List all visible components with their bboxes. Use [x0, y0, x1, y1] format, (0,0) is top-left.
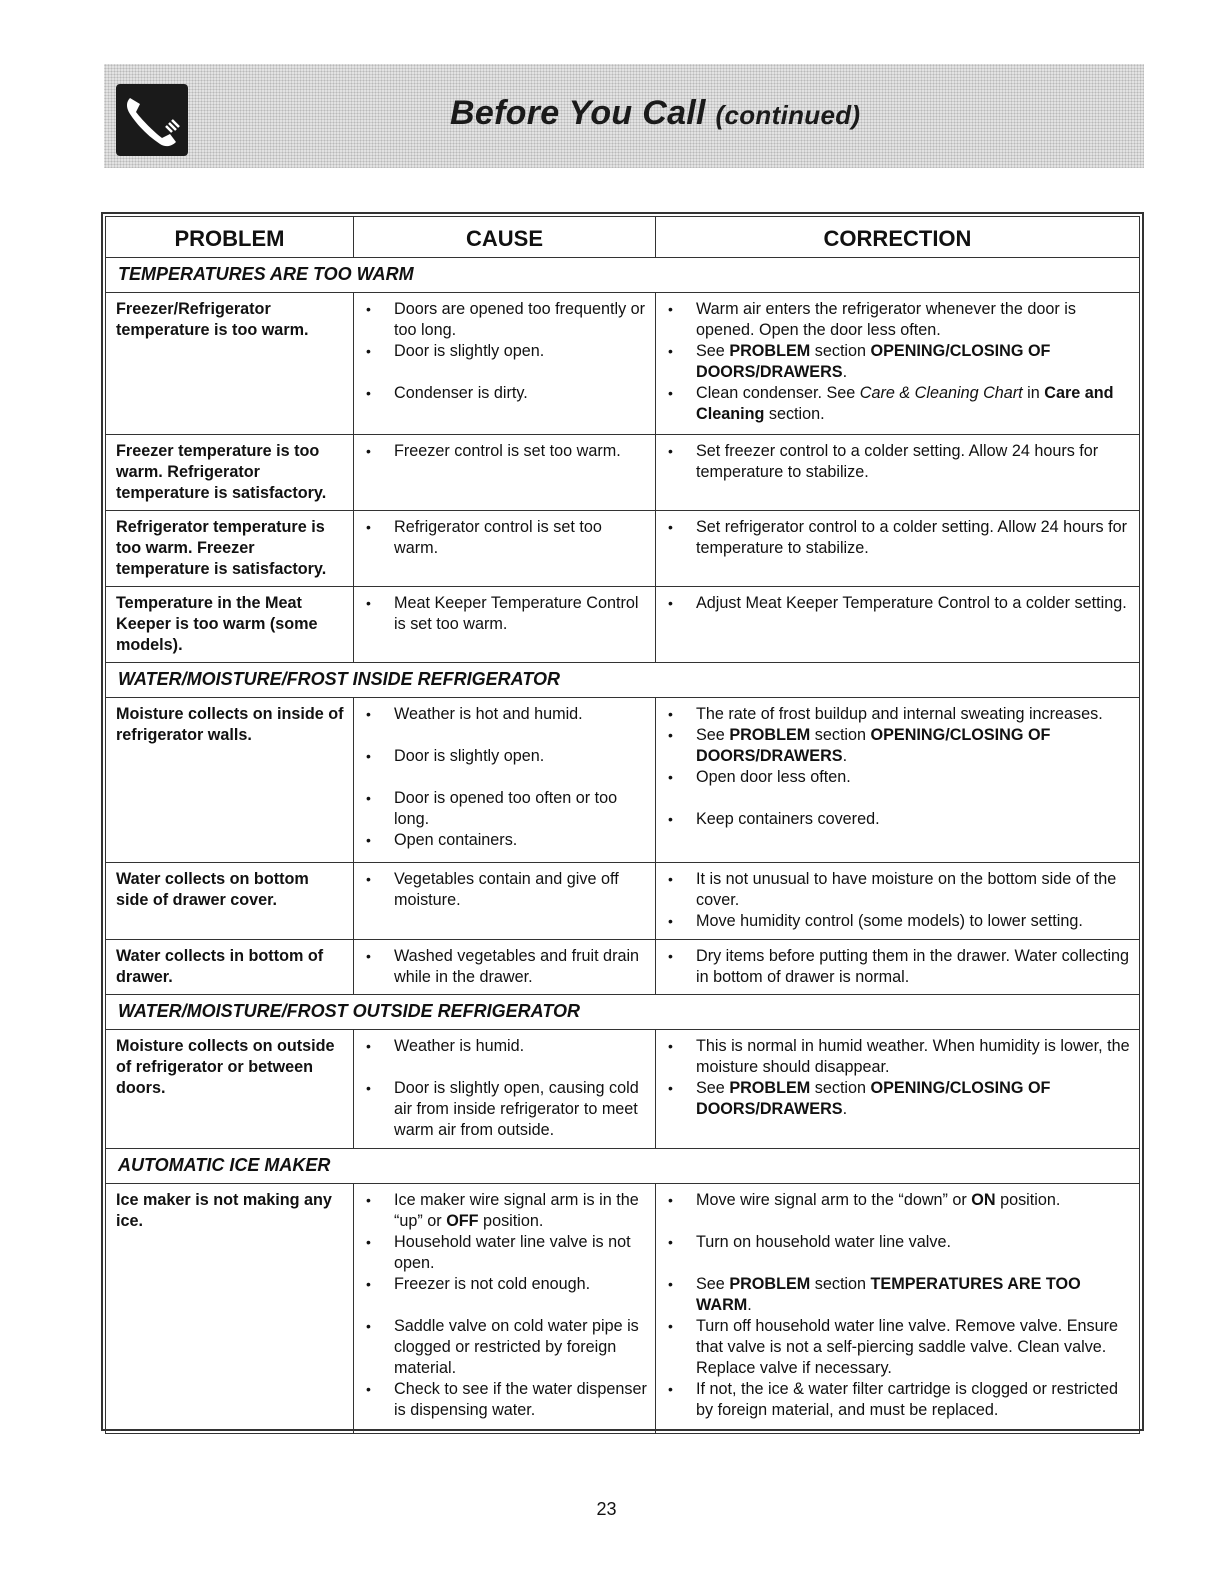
problem-cell: Moisture collects on inside of refrigerator walls. — [106, 698, 354, 863]
correction-cell — [656, 940, 1140, 995]
table-row — [106, 940, 1140, 995]
correction-item: • Move wire signal arm to the “down” or ON position. — [660, 1190, 1131, 1211]
telephone-icon — [116, 84, 188, 156]
problem-cell: Water collects in bottom of drawer. — [106, 940, 354, 995]
cause-cell — [354, 863, 656, 940]
correction-item: • See PROBLEM section TEMPERATURES ARE TOO WARM. — [660, 1274, 1131, 1316]
correction-item: • Keep containers covered. — [660, 809, 1131, 830]
cause-cell — [354, 698, 656, 863]
cause-item: • Household water line valve is not open. — [358, 1232, 647, 1274]
correction-item: • Set refrigerator control to a colder setting. Allow 24 hours for temperature to stabilize. — [660, 517, 1131, 559]
correction-item: • Turn on household water line valve. — [660, 1232, 1131, 1253]
cause-item: • Weather is humid. — [358, 1036, 647, 1057]
cause-item: • Freezer is not cold enough. — [358, 1274, 647, 1295]
correction-item: • If not, the ice & water filter cartridge is clogged or restricted by foreign material, and must be replaced. — [660, 1379, 1131, 1421]
correction-item: • Clean condenser. See Care & Cleaning Chart in Care and Cleaning section. — [660, 383, 1131, 425]
correction-cell — [656, 863, 1140, 940]
cause-item: • Meat Keeper Temperature Control is set too warm. — [358, 593, 647, 635]
cause-item: • Door is slightly open, causing cold air from inside refrigerator to meet warm air from outside. — [358, 1078, 647, 1141]
cause-item: • Open containers. — [358, 830, 647, 851]
cause-item: • Door is slightly open. — [358, 341, 647, 362]
cause-item: • Ice maker wire signal arm is in the “up” or OFF position. — [358, 1190, 647, 1232]
cause-item: • Condenser is dirty. — [358, 383, 647, 404]
cause-item: • Doors are opened too frequently or too long. — [358, 299, 647, 341]
cause-cell — [354, 1030, 656, 1149]
correction-item: • See PROBLEM section OPENING/CLOSING OF DOORS/DRAWERS. — [660, 725, 1131, 767]
table-row — [106, 293, 1140, 435]
cause-item: • Door is opened too often or too long. — [358, 788, 647, 830]
problem-cell: Moisture collects on outside of refrigerator or between doors. — [106, 1030, 354, 1149]
cause-item: • Saddle valve on cold water pipe is clogged or restricted by foreign material. — [358, 1316, 647, 1379]
cause-cell — [354, 293, 656, 435]
section-heading: AUTOMATIC ICE MAKER — [106, 1149, 1140, 1184]
page-title — [450, 94, 860, 133]
problem-cell: Freezer temperature is too warm. Refrigerator temperature is satisfactory. — [106, 435, 354, 511]
problem-cell: Water collects on bottom side of drawer cover. — [106, 863, 354, 940]
table-row — [106, 435, 1140, 511]
correction-item: • This is normal in humid weather. When humidity is lower, the moisture should disappear. — [660, 1036, 1131, 1078]
section-heading: WATER/MOISTURE/FROST OUTSIDE REFRIGERATOR — [106, 995, 1140, 1030]
correction-item: • See PROBLEM section OPENING/CLOSING OF DOORS/DRAWERS. — [660, 341, 1131, 383]
correction-cell — [656, 293, 1140, 435]
column-header-cause: CAUSE — [354, 217, 656, 258]
cause-item: • Vegetables contain and give off moisture. — [358, 869, 647, 911]
cause-item: • Door is slightly open. — [358, 746, 647, 767]
column-header-problem: PROBLEM — [106, 217, 354, 258]
table-row — [106, 511, 1140, 587]
correction-item: • Adjust Meat Keeper Temperature Control to a colder setting. — [660, 593, 1131, 614]
correction-item: • Open door less often. — [660, 767, 1131, 788]
correction-item: • Move humidity control (some models) to lower setting. — [660, 911, 1131, 932]
correction-item: • The rate of frost buildup and internal sweating increases. — [660, 704, 1131, 725]
correction-item: • Warm air enters the refrigerator whenever the door is opened. Open the door less often. — [660, 299, 1131, 341]
cause-cell — [354, 435, 656, 511]
cause-cell — [354, 940, 656, 995]
cause-cell — [354, 587, 656, 663]
correction-item: • Set freezer control to a colder setting. Allow 24 hours for temperature to stabilize. — [660, 441, 1131, 483]
cause-item: • Check to see if the water dispenser is dispensing water. — [358, 1379, 647, 1421]
table-row — [106, 863, 1140, 940]
cause-cell — [354, 511, 656, 587]
cause-item: • Washed vegetables and fruit drain while in the drawer. — [358, 946, 647, 988]
table-row — [106, 698, 1140, 863]
column-header-correction: CORRECTION — [656, 217, 1140, 258]
cause-item: • Freezer control is set too warm. — [358, 441, 647, 462]
correction-cell — [656, 1030, 1140, 1149]
correction-cell — [656, 587, 1140, 663]
page-subtitle: (continued) — [715, 100, 861, 130]
correction-item: • See PROBLEM section OPENING/CLOSING OF DOORS/DRAWERS. — [660, 1078, 1131, 1120]
table-row — [106, 587, 1140, 663]
page-number: 23 — [596, 1499, 617, 1519]
correction-cell — [656, 435, 1140, 511]
problem-cell: Freezer/Refrigerator temperature is too warm. — [106, 293, 354, 435]
correction-item: • Turn off household water line valve. Remove valve. Ensure that valve is not a self-piercing saddle valve. Clean valve. Replace valve if necessary. — [660, 1316, 1131, 1379]
correction-cell — [656, 698, 1140, 863]
section-heading: TEMPERATURES ARE TOO WARM — [106, 258, 1140, 293]
section-heading: WATER/MOISTURE/FROST INSIDE REFRIGERATOR — [106, 663, 1140, 698]
correction-item: • It is not unusual to have moisture on the bottom side of the cover. — [660, 869, 1131, 911]
troubleshooting-table — [101, 212, 1144, 1431]
cause-item: • Refrigerator control is set too warm. — [358, 517, 647, 559]
problem-cell: Temperature in the Meat Keeper is too warm (some models). — [106, 587, 354, 663]
table-row — [106, 1030, 1140, 1149]
problem-cell: Ice maker is not making any ice. — [106, 1184, 354, 1434]
table-row — [106, 1184, 1140, 1434]
page-title-text: Before You Call — [450, 94, 706, 132]
correction-cell — [656, 511, 1140, 587]
cause-item: • Weather is hot and humid. — [358, 704, 647, 725]
table-header-row — [106, 217, 1140, 258]
cause-cell — [354, 1184, 656, 1434]
problem-cell: Refrigerator temperature is too warm. Freezer temperature is satisfactory. — [106, 511, 354, 587]
correction-item: • Dry items before putting them in the drawer. Water collecting in bottom of drawer is normal. — [660, 946, 1131, 988]
correction-cell — [656, 1184, 1140, 1434]
